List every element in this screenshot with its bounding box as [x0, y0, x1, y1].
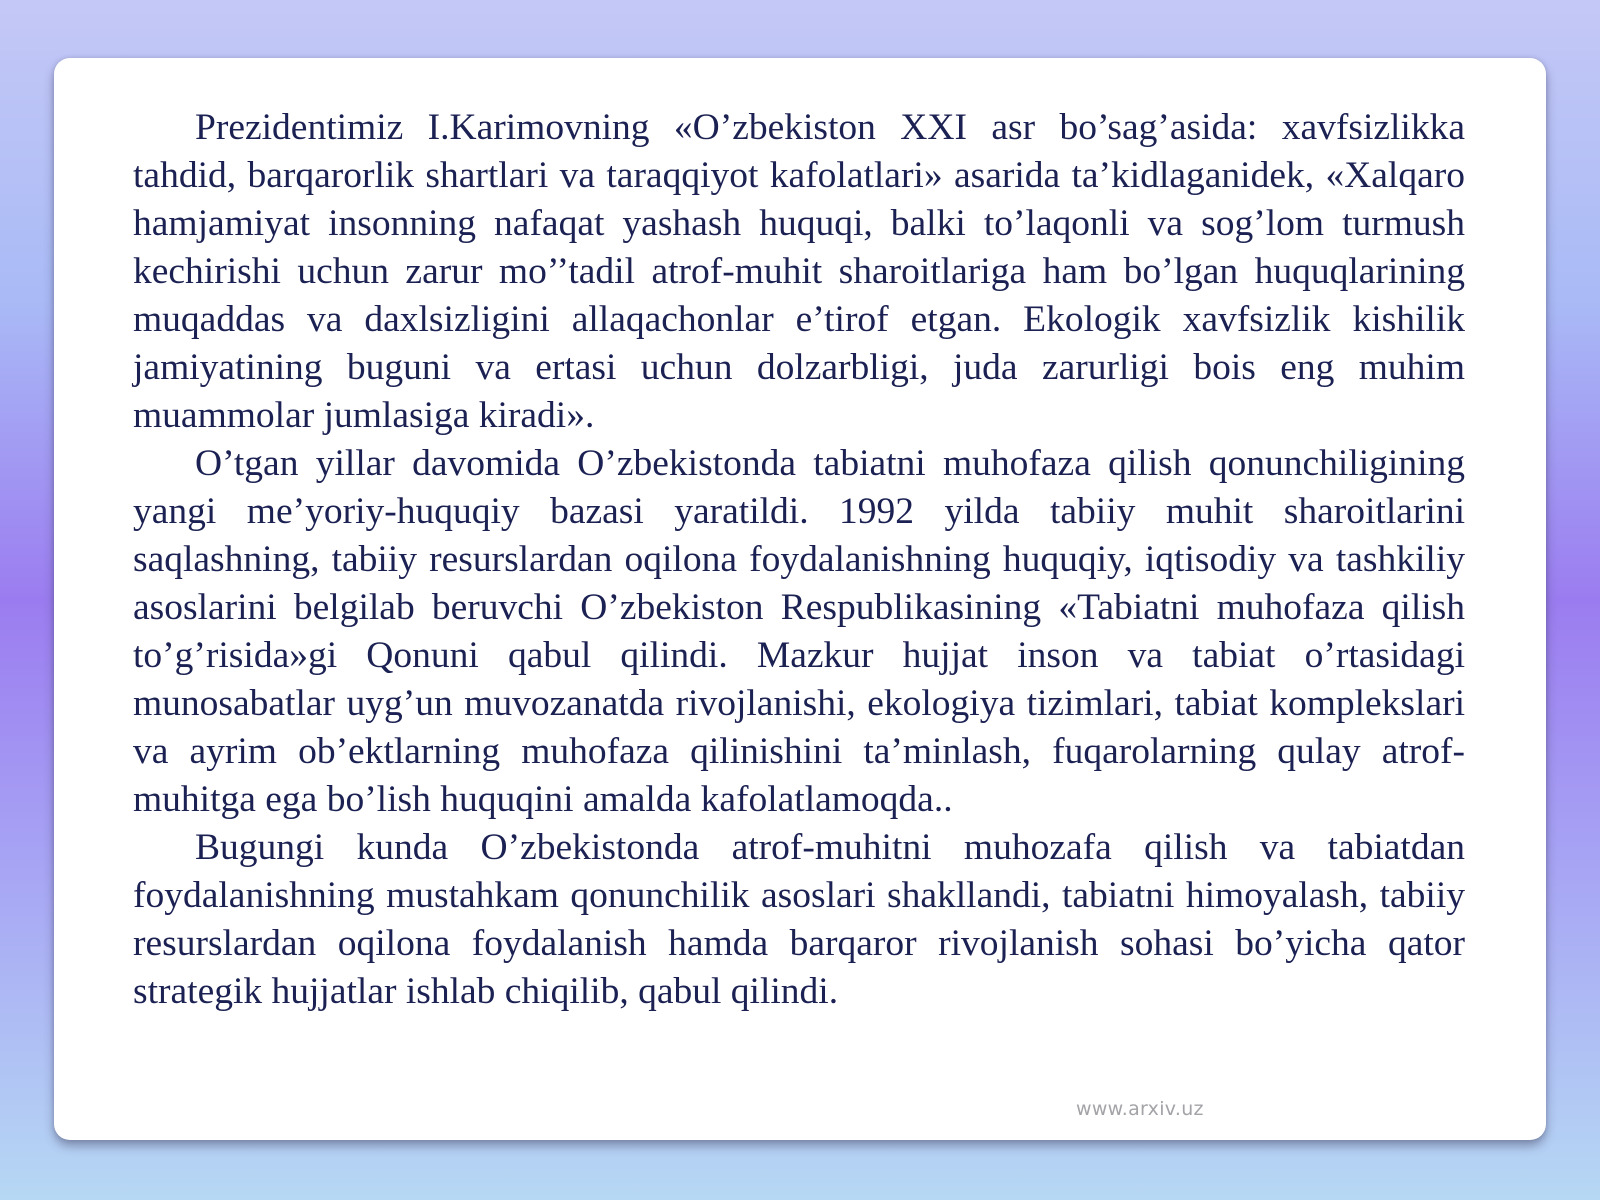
watermark: www.arxiv.uz: [1076, 1098, 1204, 1120]
paragraph-2: O’tgan yillar davomida O’zbekistonda tabiatni muhofaza qilish qonunchiligining yangi me’yoriy-huquqiy bazasi yaratildi. 1992 yilda tabiiy muhit sharoitlarini saqlashning, tabiiy resurslardan oqilona foydalanishning huquqiy, iqtisodiy va tashkiliy asoslarini belgilab beruvchi O’zbekiston Respublikasining «Tabiatni muhofaza qilish to’g’risida»gi Qonuni qabul qilindi. Mazkur hujjat inson va tabiat o’rtasidagi munosabatlar uyg’un muvozanatda rivojlanishi, ekologiya tizimlari, tabiat komplekslari va ayrim ob’ektlarning muhofaza qilinishini ta’minlash, fuqarolarning qulay atrof-muhitga ega bo’lish huquqini amalda kafolatlamoqda..: [133, 443, 1465, 820]
text-block: [133, 104, 1465, 1016]
paragraph-3: Bugungi kunda O’zbekistonda atrof-muhitni muhozafa qilish va tabiatdan foydalanishning mustahkam qonunchilik asoslari shakllandi, tabiatni himoyalash, tabiiy resurslardan oqilona foydalanish hamda barqaror rivojlanish sohasi bo’yicha qator strategik hujjatlar ishlab chiqilib, qabul qilindi.: [133, 827, 1465, 1012]
paragraph-1: Prezidentimiz I.Karimovning «O’zbekiston XXI asr bo’sag’asida: xavfsizlikka tahdid, barqarorlik shartlari va taraqqiyot kafolatlari» asarida ta’kidlaganidek, «Xalqaro hamjamiyat insonning nafaqat yashash huquqi, balki to’laqonli va sog’lom turmush kechirishi uchun zarur mo’’tadil atrof-muhit sharoitlariga ham bo’lgan huquqlarining muqaddas va daxlsizligini allaqachonlar e’tirof etgan. Ekologik xavfsizlik kishilik jamiyatining buguni va ertasi uchun dolzarbligi, juda zarurligi bois eng muhim muammolar jumlasiga kiradi».: [133, 107, 1465, 436]
